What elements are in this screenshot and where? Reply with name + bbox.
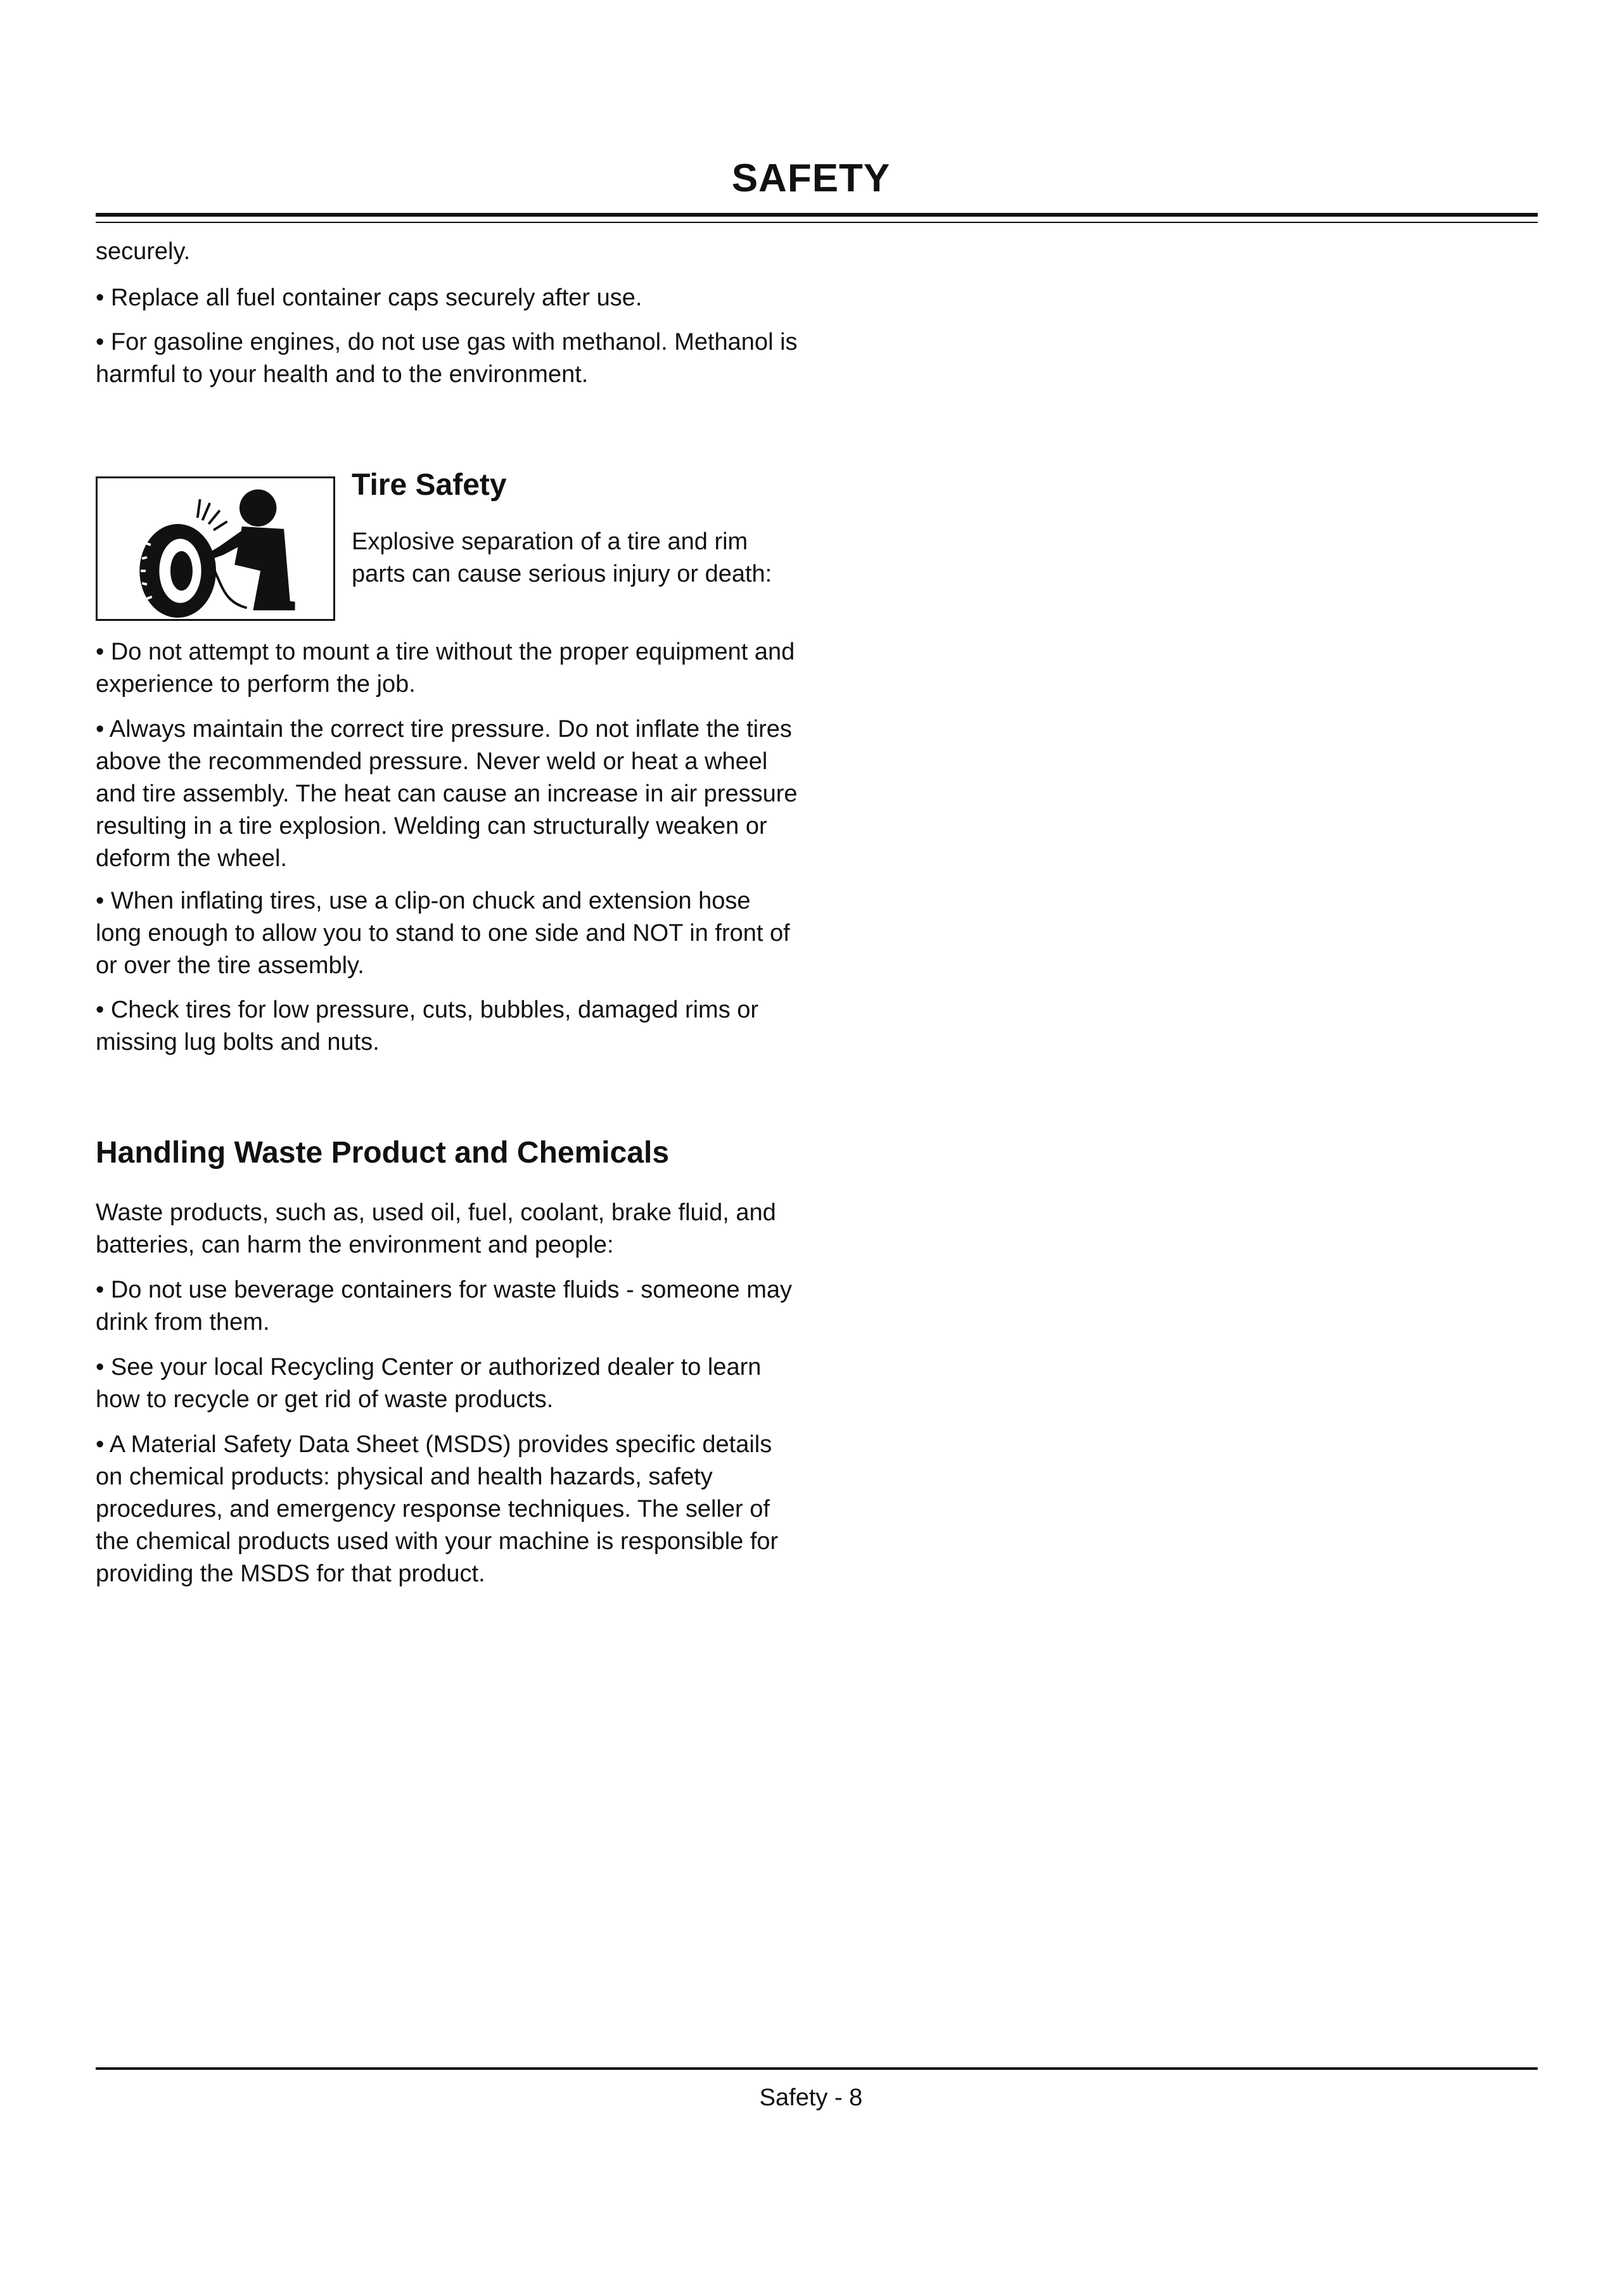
waste-heading: Handling Waste Product and Chemicals <box>96 1136 670 1170</box>
waste-bullet: • Do not use beverage containers for waste fluids - someone may drink from them. <box>96 1277 792 1336</box>
header-rule-thin <box>96 222 1538 223</box>
tire-safety-intro: Explosive separation of a tire and rim parts can cause serious injury or death: <box>352 528 772 587</box>
intro-bullet: • For gasoline engines, do not use gas with methanol. Methanol is harmful to your health and to the environment. <box>96 329 798 388</box>
intro-paragraph: securely. <box>96 238 191 265</box>
tire-safety-bullet: • When inflating tires, use a clip-on chuck and extension hose long enough to allow you to stand to one side and NOT in front of or over the tire assembly. <box>96 888 790 979</box>
waste-bullet: • A Material Safety Data Sheet (MSDS) provides specific details on chemical products: physical and health hazards, safety procedures, and emergency response techniques. The seller of the chemical products used with your machine is responsible for providing the MSDS for that product. <box>96 1431 779 1587</box>
tire-safety-bullet: • Always maintain the correct tire pressure. Do not inflate the tires above the recommended pressure. Never weld or heat a wheel and tire assembly. The heat can cause an increase in air pressure resulting in a tire explosion. Welding can structurally weaken or deform the wheel. <box>96 716 798 872</box>
intro-bullet: • Replace all fuel container caps securely after use. <box>96 284 642 311</box>
page-number: Safety - 8 <box>759 2084 863 2111</box>
footer-rule <box>96 2067 1538 2070</box>
page-header-title: SAFETY <box>731 156 891 200</box>
tire-safety-bullet: • Do not attempt to mount a tire without the proper equipment and experience to perform the job. <box>96 639 795 698</box>
tire-safety-heading: Tire Safety <box>352 468 507 502</box>
waste-paragraph: Waste products, such as, used oil, fuel, coolant, brake fluid, and batteries, can harm the environment and people: <box>96 1199 776 1258</box>
tire-safety-bullet: • Check tires for low pressure, cuts, bubbles, damaged rims or missing lug bolts and nuts. <box>96 997 759 1056</box>
tire-explosion-warning-icon <box>96 476 335 621</box>
waste-bullet: • See your local Recycling Center or authorized dealer to learn how to recycle or get rid of waste products. <box>96 1354 762 1413</box>
header-rule <box>96 213 1538 217</box>
